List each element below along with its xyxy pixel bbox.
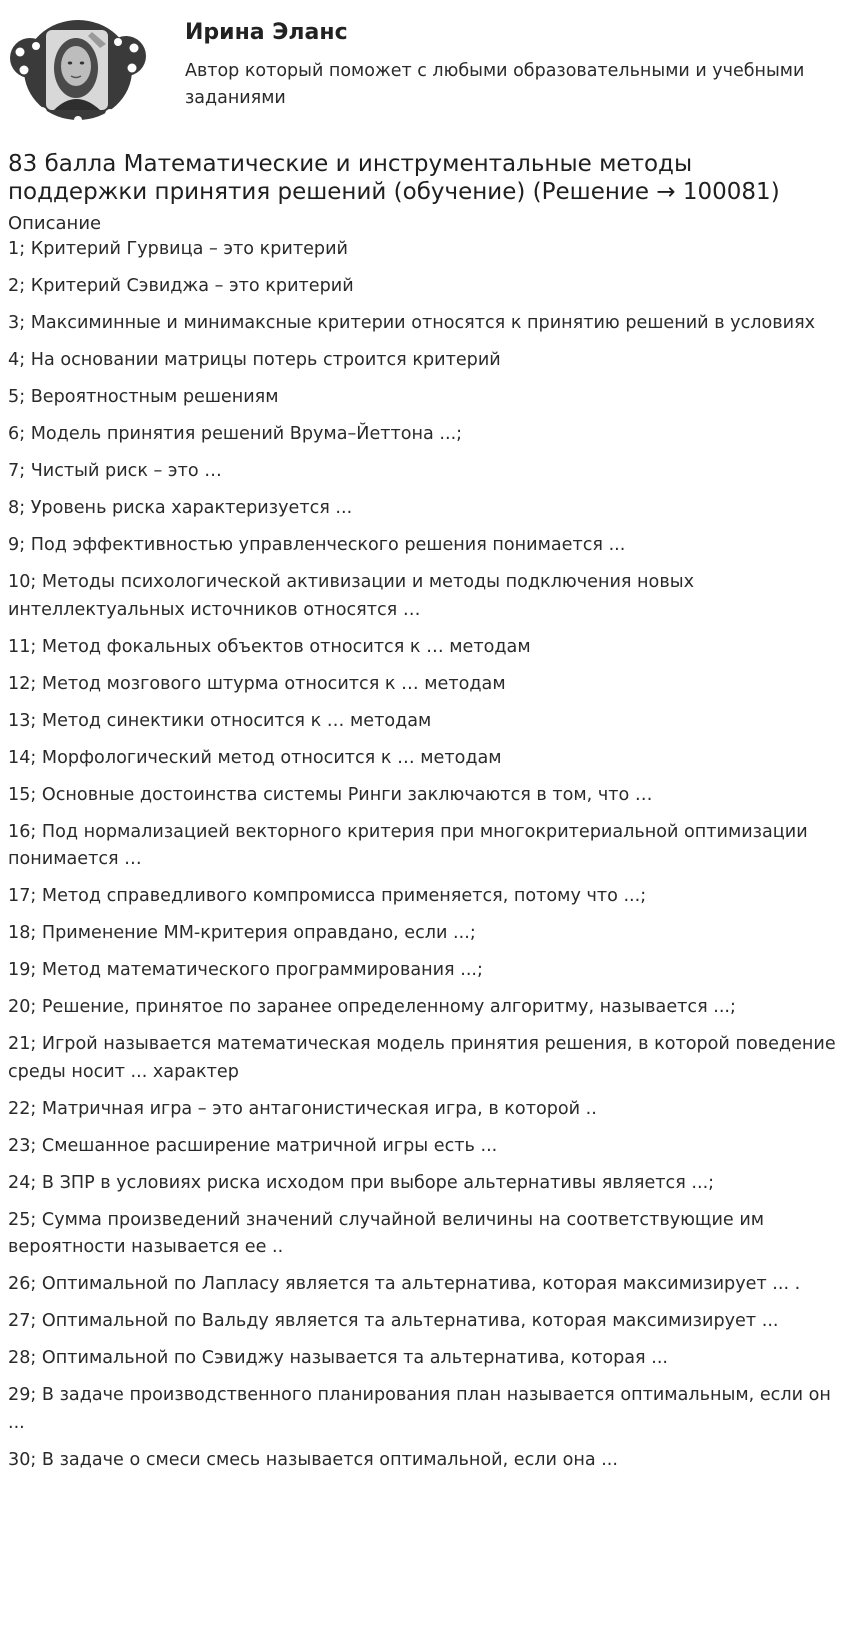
author-name[interactable]: Ирина Эланс	[185, 20, 348, 45]
list-item: 8; Уровень риска характеризуется ...	[8, 498, 353, 518]
list-item: 28; Оптимальной по Сэвиджу называется та альтернатива, которая ...	[8, 1348, 668, 1368]
question-list	[8, 236, 838, 1484]
author-bio: Автор который поможет с любыми образовательными и учебными заданиями	[185, 61, 805, 108]
list-item: 9; Под эффективностью управленческого решения понимается ...	[8, 535, 626, 555]
list-item: 12; Метод мозгового штурма относится к … методам	[8, 673, 506, 694]
list-item: 30; В задаче о смеси смесь называется оптимальной, если она ...	[8, 1449, 618, 1470]
list-item: 16; Под нормализацией векторного критерия при многокритериальной оптимизации понимается …	[8, 821, 808, 869]
list-item: 19; Метод математического программирования ...;	[8, 960, 483, 980]
list-item: 24; В ЗПР в условиях риска исходом при выборе альтернативы является ...;	[8, 1172, 715, 1193]
list-item: 22; Матричная игра – это антагонистическая игра, в которой ..	[8, 1098, 597, 1119]
list-item: 1; Критерий Гурвица – это критерий	[8, 239, 348, 259]
list-item: 6; Модель принятия решений Врума–Йеттона ...;	[8, 424, 463, 444]
list-item: 3; Максиминные и минимаксные критерии относятся к принятию решений в условиях	[8, 313, 816, 333]
list-item: 21; Игрой называется математическая модель принятия решения, в которой поведение среды носит ... характер	[8, 1034, 836, 1082]
list-item: 18; Применение ММ-критерия оправдано, если ...;	[8, 923, 476, 943]
list-item: 26; Оптимальной по Лапласу является та альтернатива, которая максимизирует ... .	[8, 1274, 801, 1294]
list-item: 29; В задаче производственного планирования план называется оптимальным, если он ...	[8, 1385, 831, 1433]
list-item: 15; Основные достоинства системы Ринги заключаются в том, что …	[8, 784, 653, 805]
film-reel-avatar-icon	[8, 8, 148, 126]
list-item: 14; Морфологический метод относится к … методам	[8, 747, 502, 768]
list-item: 20; Решение, принятое по заранее определенному алгоритму, называется ...;	[8, 997, 736, 1017]
list-item: 17; Метод справедливого компромисса применяется, потому что ...;	[8, 886, 647, 906]
list-item: 23; Смешанное расширение матричной игры есть ...	[8, 1135, 498, 1156]
list-item: 25; Сумма произведений значений случайной величины на соответствующие им вероятности называется ее ..	[8, 1209, 765, 1257]
list-item: 11; Метод фокальных объектов относится к … методам	[8, 636, 531, 657]
list-item: 5; Вероятностным решениям	[8, 387, 279, 407]
list-item: 13; Метод синектики относится к … методам	[8, 710, 432, 731]
description-label: Описание	[8, 213, 102, 234]
page-title: 83 балла Математические и инструментальные методы поддержки принятия решений (обучение) (Решение → 100081)	[8, 151, 780, 205]
list-item: 4; На основании матрицы потерь строится критерий	[8, 350, 501, 370]
list-item: 7; Чистый риск – это …	[8, 461, 222, 481]
list-item: 27; Оптимальной по Вальду является та альтернатива, которая максимизирует ...	[8, 1311, 779, 1331]
author-card	[8, 8, 838, 126]
list-item: 2; Критерий Сэвиджа – это критерий	[8, 276, 354, 296]
list-item: 10; Методы психологической активизации и методы подключения новых интеллектуальных источников относятся …	[8, 572, 694, 620]
avatar[interactable]	[8, 8, 148, 126]
